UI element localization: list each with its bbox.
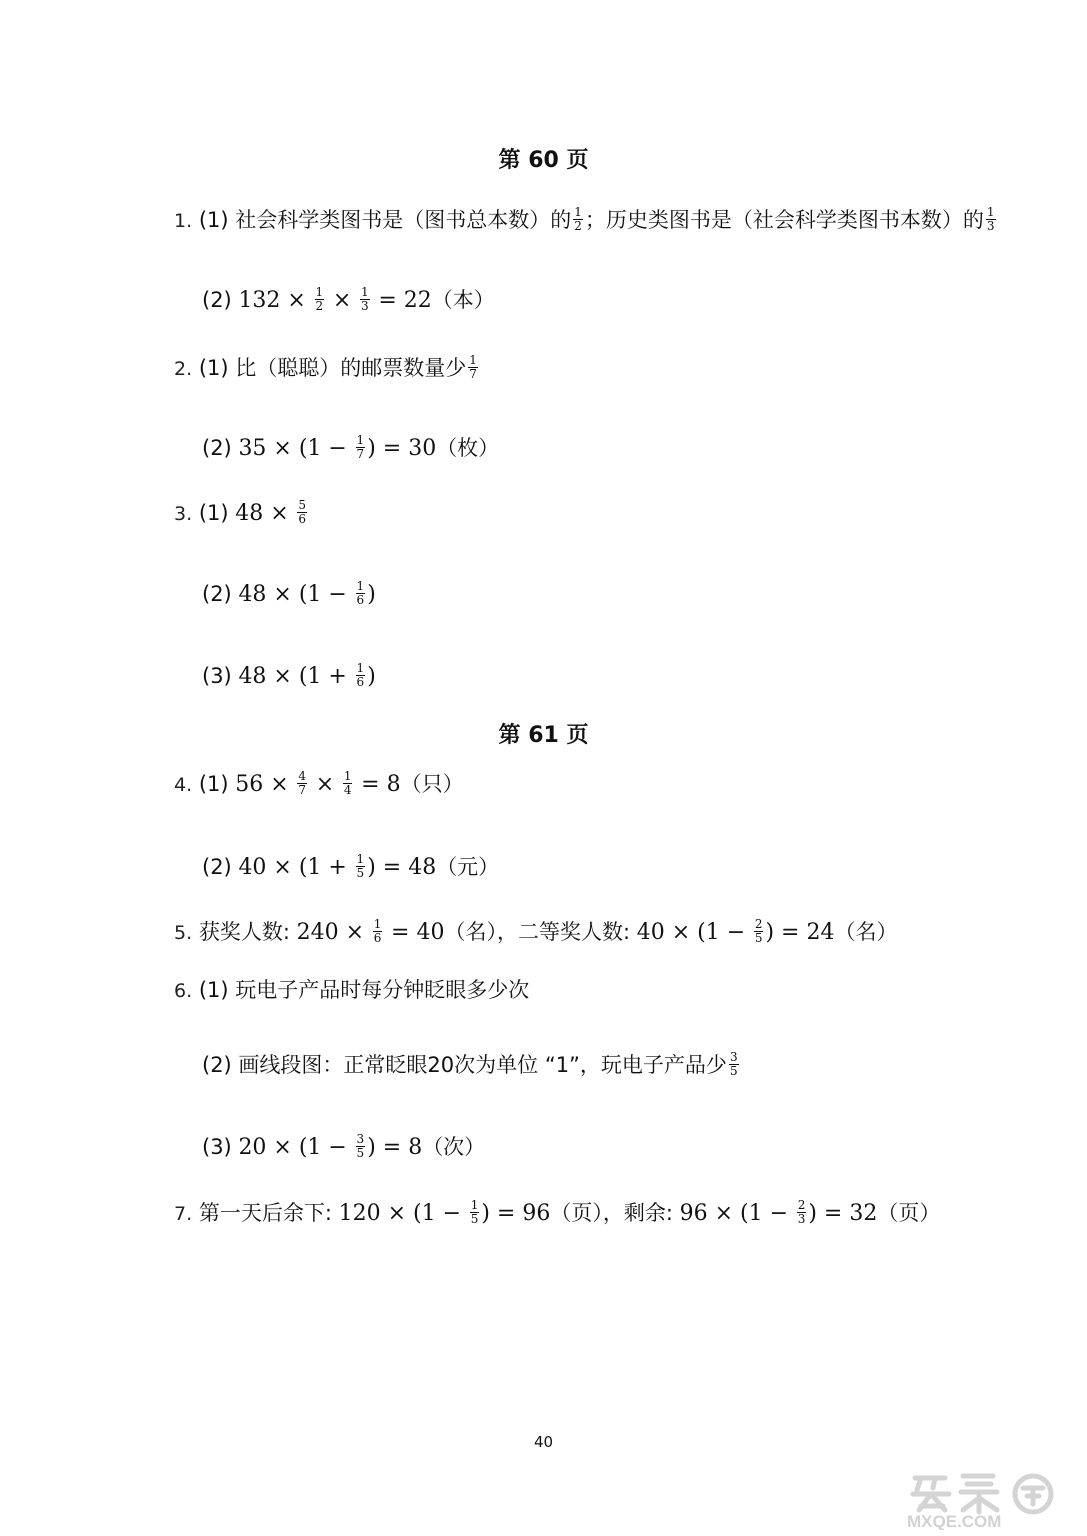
- q6-part1: 6. (1) 玩电子产品时每分钟眨眼多少次: [174, 978, 530, 1002]
- fraction-one-sixth: $\frac{1}{6}$: [373, 917, 382, 945]
- part-label: (1): [198, 772, 229, 797]
- q6-part2: (2) 画线段图：正常眨眼20次为单位 “1”，玩电子产品少 $\frac{3}{5}$: [202, 1050, 738, 1078]
- part-label: (2): [202, 582, 232, 607]
- q1-part1: [174, 205, 998, 234]
- q2-part2: (2) 35 × (1 − $\frac{1}{7}$ ) = 30（枚）: [202, 433, 500, 462]
- fraction-five-sixths: $\frac{5}{6}$: [298, 498, 307, 526]
- q1-part1-text-a: (1) 社会科学类图书是（图书总本数）的: [198, 208, 572, 233]
- part-label: (2): [202, 288, 232, 313]
- page-60-heading: 第 60 页: [498, 148, 589, 173]
- fraction-one-sixth: $\frac{1}{6}$: [356, 579, 365, 607]
- watermark-logo-graphic: [905, 1470, 1075, 1530]
- q6-number: 6.: [174, 980, 193, 1002]
- fraction-one-half: $\frac{1}{2}$: [574, 205, 582, 233]
- svg-text:MXQE.COM: MXQE.COM: [907, 1512, 1002, 1530]
- q3-part1: 3. (1) 48 × $\frac{5}{6}$: [174, 498, 307, 527]
- fraction-one-third: $\frac{1}{3}$: [361, 285, 369, 313]
- q3-part2: (2) 48 × (1 − $\frac{1}{6}$ ): [202, 579, 376, 608]
- fraction-one-fifth: $\frac{1}{5}$: [356, 852, 365, 880]
- page-number: 40: [533, 1433, 554, 1451]
- fraction-one-seventh: $\frac{1}{7}$: [469, 353, 477, 381]
- page-61-heading: 第 61 页: [498, 723, 589, 748]
- fraction-three-fifths: $\frac{3}{5}$: [356, 1132, 365, 1160]
- q1-part1-text-b: ；历史类图书是（社会科学类图书本数）的: [584, 208, 984, 233]
- q2-number: 2.: [174, 358, 193, 381]
- q1-number: 1.: [174, 210, 193, 233]
- q7-line: 7. 第一天后余下: 120 × (1 − $\frac{1}{5}$ ) = 96（页），剩余: 96 × (1 − $\frac{2}{3}$ ) = 32（页）: [174, 1198, 941, 1227]
- q3-number: 3.: [174, 503, 193, 526]
- q4-part1: 4. (1) 56 × $\frac{4}{7}$ × $\frac{1}{4}$ = 8（只）: [174, 769, 464, 798]
- fraction-one-seventh: $\frac{1}{7}$: [356, 433, 365, 461]
- part-label: (2): [202, 855, 232, 880]
- q4-number: 4.: [174, 774, 193, 797]
- watermark-logo: [905, 1470, 1075, 1530]
- fraction-four-sevenths: $\frac{4}{7}$: [298, 769, 307, 797]
- fraction-one-third: $\frac{1}{3}$: [986, 205, 995, 233]
- part-label: (3): [202, 664, 232, 689]
- q4-part2: (2) 40 × (1 + $\frac{1}{5}$ ) = 48（元）: [202, 852, 500, 881]
- q2-part1: 2. (1) 比（聪聪）的邮票数量少 $\frac{1}{7}$: [174, 353, 477, 381]
- fraction-one-half: $\frac{1}{2}$: [315, 285, 324, 313]
- fraction-one-quarter: $\frac{1}{4}$: [343, 769, 352, 797]
- part-label: (1): [198, 501, 229, 526]
- fraction-one-sixth: $\frac{1}{6}$: [356, 661, 365, 689]
- q1-part2: (2) 132 × $\frac{1}{2}$ × $\frac{1}{3}$ = 22（本）: [202, 285, 495, 314]
- q3-part3: (3) 48 × (1 + $\frac{1}{6}$ ): [202, 661, 376, 690]
- fraction-one-fifth: $\frac{1}{5}$: [470, 1198, 479, 1226]
- q7-number: 7.: [174, 1203, 193, 1226]
- fraction-three-fifths: $\frac{3}{5}$: [729, 1050, 738, 1078]
- fraction-two-thirds: $\frac{2}{3}$: [797, 1198, 806, 1226]
- q5-line: 5. 获奖人数: 240 × $\frac{1}{6}$ = 40（名），二等奖人数: 40 × (1 − $\frac{2}{5}$ ) = 24（名）: [174, 917, 898, 946]
- q6-part3: (3) 20 × (1 − $\frac{3}{5}$ ) = 8（次）: [202, 1132, 486, 1161]
- fraction-two-fifths: $\frac{2}{5}$: [754, 917, 763, 945]
- q5-number: 5.: [174, 922, 193, 945]
- part-label: (3): [202, 1135, 232, 1160]
- part-label: (2): [202, 436, 232, 461]
